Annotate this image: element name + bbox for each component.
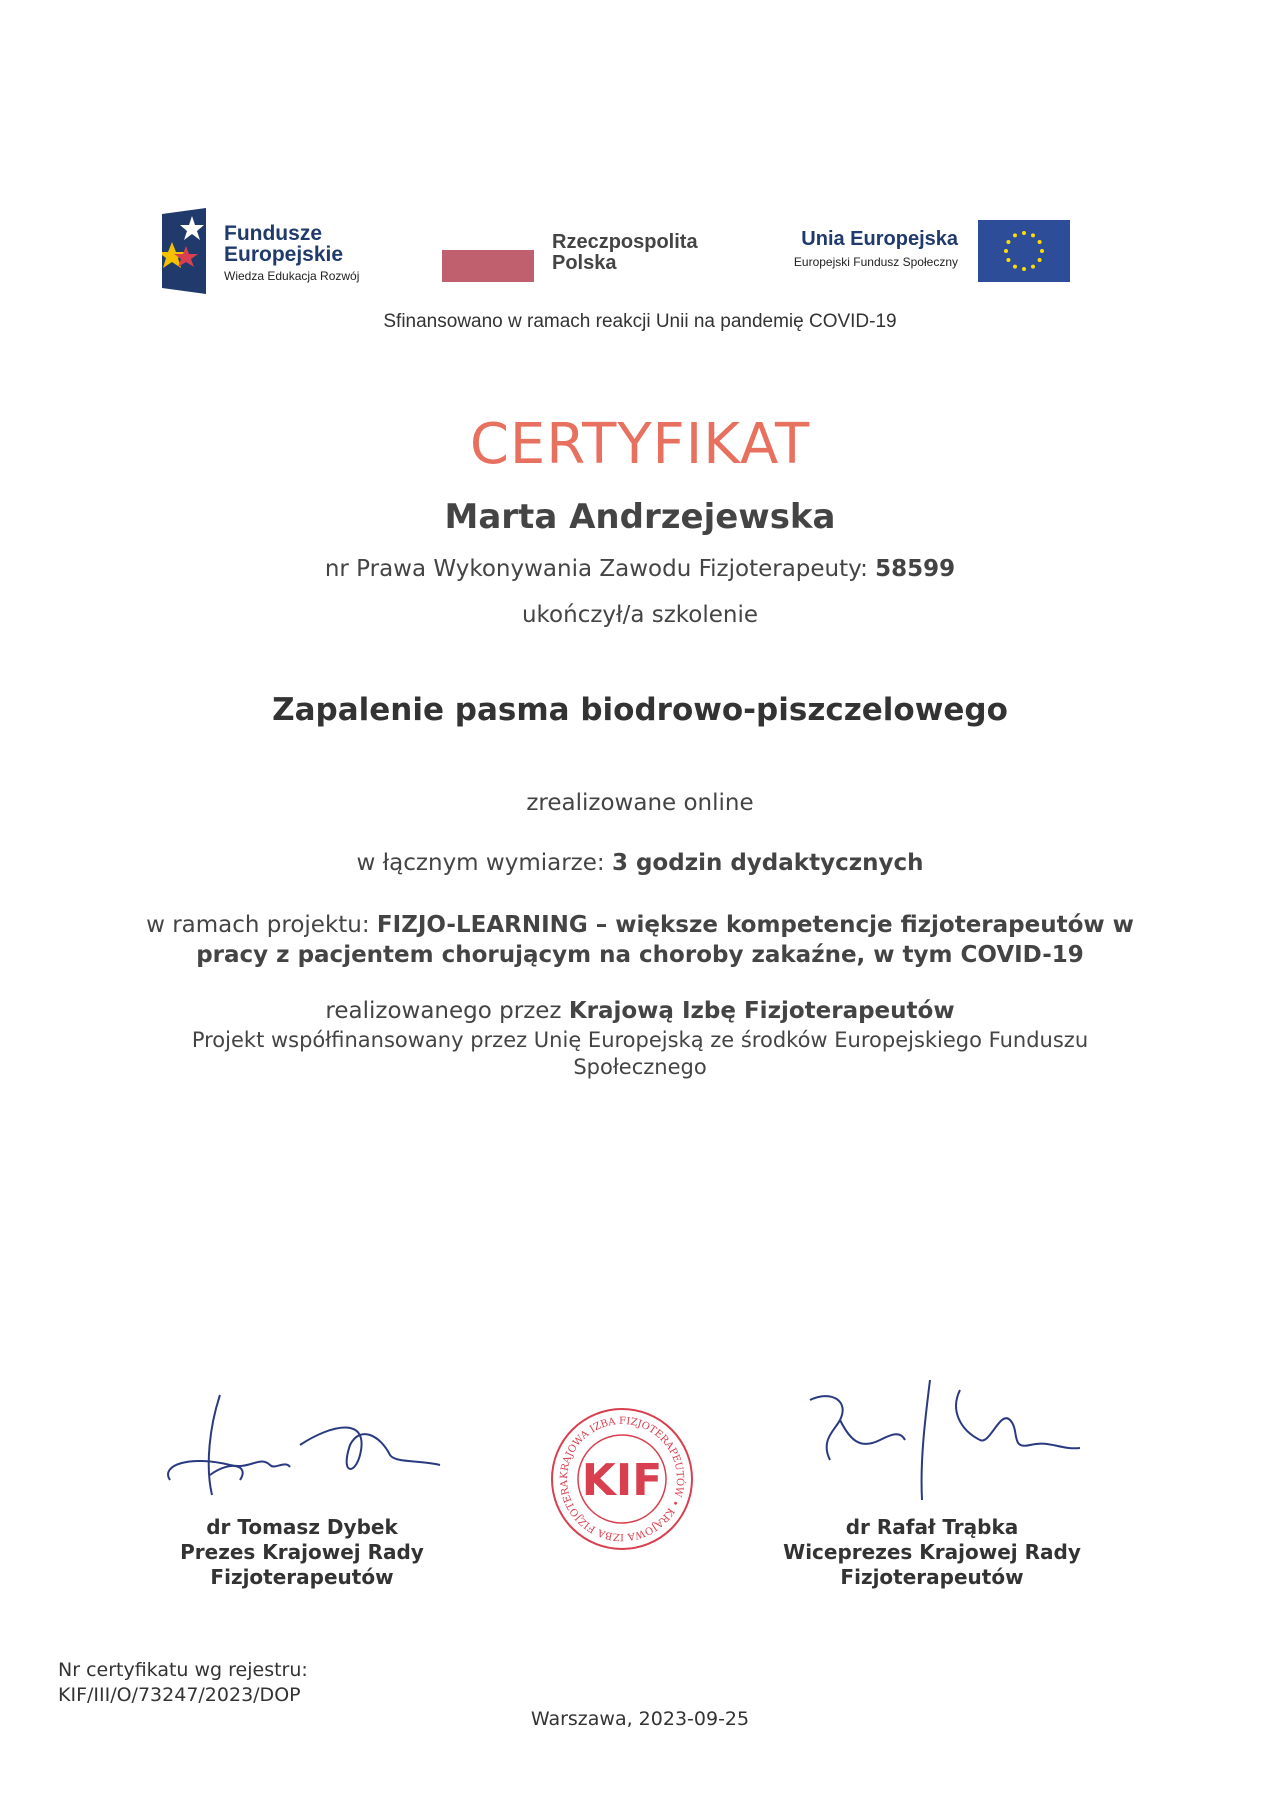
place-date: Warszawa, 2023-09-25 (530, 1708, 750, 1730)
rp-line2: Polska (552, 252, 617, 274)
eu-star-icon (1006, 240, 1010, 244)
license-number-line (0, 556, 1280, 582)
eu-star-icon (1022, 231, 1026, 235)
registry-label: Nr certyfikatu wg rejestru: (58, 1659, 308, 1681)
eu-star-icon (1004, 249, 1008, 253)
signatory-1-role2: Fizjoterapeutów (210, 1565, 394, 1589)
delivery-mode: zrealizowane online (526, 790, 754, 816)
eu-flag-icon (978, 220, 1070, 282)
eu-star-icon (1006, 258, 1010, 262)
fe-title-line2: Europejskie (224, 243, 344, 266)
project-name-line2: pracy z pacjentem chorującym na choroby zakaźne, w tym COVID-19 (196, 942, 1084, 968)
signatory-2 (742, 1515, 1122, 1590)
completed-text: ukończył/a szkolenie (521, 602, 759, 628)
signature-trabka (790, 1370, 1090, 1510)
course-title: Zapalenie pasma biodrowo-piszczelowego (272, 692, 1008, 728)
project-name-line1: FIZJO-LEARNING – większe kompetencje fizjoterapeutów w (376, 912, 1134, 938)
recipient-name: Marta Andrzejewska (444, 497, 836, 537)
org-name: Krajową Izbę Fizjoterapeutów (568, 998, 955, 1024)
registry-info (58, 1658, 308, 1708)
ue-title: Unia Europejska (801, 228, 958, 250)
eu-star-icon (1038, 240, 1042, 244)
cofinancing-note (0, 1027, 1280, 1081)
signatory-2-name: dr Rafał Trąbka (845, 1515, 1019, 1539)
eu-star-icon (1031, 265, 1035, 269)
eu-star-icon (1040, 249, 1044, 253)
project-label: w ramach projektu: (146, 912, 370, 938)
eu-star-icon (1022, 267, 1026, 271)
hours-value: 3 godzin dydaktycznych (611, 850, 924, 876)
poland-flag-icon (442, 250, 534, 282)
fe-subtitle: Wiedza Edukacja Rozwój (224, 269, 360, 283)
fe-star-icon (162, 208, 212, 294)
seal-ring-text: KRAJOWA IZBA FIZJOTERAPEUTÓW • KRAJOWA IZBA FIZJOTERA (558, 1415, 686, 1543)
project-line (0, 910, 1280, 970)
fe-title-line1: Fundusze (224, 222, 322, 245)
eu-star-icon (1031, 233, 1035, 237)
organizer-line (0, 998, 1280, 1024)
signatory-2-role1: Wiceprezes Krajowej Rady (783, 1540, 1081, 1564)
org-label: realizowanego przez (325, 998, 562, 1024)
certificate-title: CERTYFIKAT (469, 412, 811, 477)
signature-dybek (150, 1385, 450, 1505)
funding-note: Sfinansowano w ramach reakcji Unii na pandemię COVID-19 (383, 311, 897, 332)
hours-label: w łącznym wymiarze: (356, 850, 605, 876)
signatory-2-role2: Fizjoterapeutów (840, 1565, 1024, 1589)
eu-star-icon (1013, 265, 1017, 269)
cofinancing-line2: Społecznego (573, 1055, 707, 1079)
seal-mark: KIF (581, 1455, 663, 1506)
registry-number: KIF/III/O/73247/2023/DOP (58, 1684, 301, 1706)
signatory-1 (112, 1515, 492, 1590)
rzeczpospolita-polska-logo (552, 232, 698, 274)
signatory-1-role1: Prezes Krajowej Rady (180, 1540, 424, 1564)
hours-line (0, 850, 1280, 876)
eu-star-icon (1038, 258, 1042, 262)
pwz-number: 58599 (875, 556, 956, 582)
unia-europejska-logo (720, 228, 958, 269)
rp-line1: Rzeczpospolita (552, 231, 698, 253)
signatory-1-name: dr Tomasz Dybek (206, 1515, 398, 1539)
fundusze-europejskie-logo (162, 208, 402, 296)
cofinancing-line1: Projekt współfinansowany przez Unię Europejską ze środków Europejskiego Funduszu (191, 1028, 1089, 1052)
pwz-label: nr Prawa Wykonywania Zawodu Fizjoterapeuty: (324, 556, 868, 582)
kif-seal (548, 1405, 696, 1553)
ue-subtitle: Europejski Fundusz Społeczny (793, 255, 958, 269)
eu-star-icon (1013, 233, 1017, 237)
